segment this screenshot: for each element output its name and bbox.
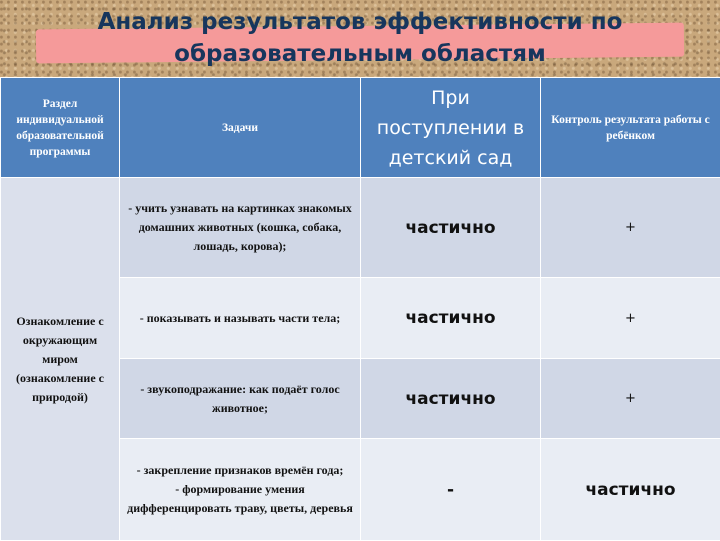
task-cell: - показывать и называть части тела; — [120, 278, 361, 359]
header-on-admission: При поступлении в детский сад — [361, 78, 541, 178]
admission-cell: частично — [361, 178, 541, 278]
header-control: Контроль результата работы с ребёнком — [541, 78, 720, 178]
control-cell: + — [541, 178, 720, 278]
task-cell: - учить узнавать на картинках знакомых домашних животных (кошка, собака, лошадь, корова); — [120, 178, 361, 278]
page-title: Анализ результатов эффективности по образовательным областям — [0, 6, 720, 70]
header-row — [1, 78, 720, 178]
section-cell: Ознакомление с окружающим миром (ознакомление с природой) — [1, 178, 120, 541]
results-table — [0, 77, 720, 541]
header-tasks: Задачи — [120, 78, 361, 178]
table-row — [1, 178, 720, 278]
admission-cell: частично — [361, 278, 541, 359]
control-cell: + — [541, 278, 720, 359]
admission-cell: - — [361, 439, 541, 541]
control-cell: + — [541, 359, 720, 439]
task-cell: - закрепление признаков времён года; - формирование умения дифференцировать траву, цветы, деревья — [120, 439, 361, 541]
control-cell: частично — [541, 439, 720, 541]
admission-cell: частично — [361, 359, 541, 439]
header-section: Раздел индивидуальной образовательной программы — [1, 78, 120, 178]
task-cell: - звукоподражание: как подаёт голос животное; — [120, 359, 361, 439]
